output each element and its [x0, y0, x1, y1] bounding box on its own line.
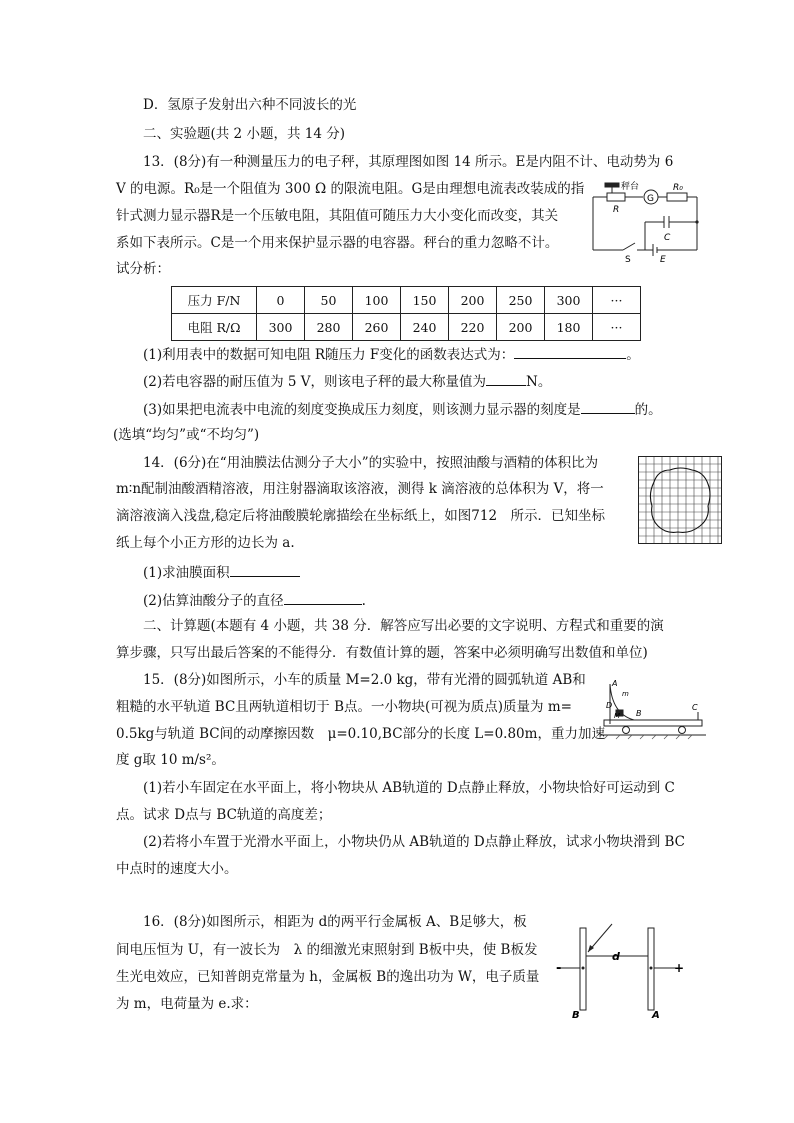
distance-d-label: d	[612, 950, 620, 963]
mass-big-m-label: M	[614, 712, 621, 720]
q14-line-2: m∶n配制油酸酒精溶液，用注射器滴取该溶液，测得 k 滴溶液的总体积为 V，将一	[116, 481, 604, 497]
circuit-figure	[585, 178, 715, 264]
table-cell: 150	[401, 287, 449, 314]
q13-line-1: 13．(8分)有一种测量压力的电子秤，其原理图如图 14 所示。E是内阻不计、电动势为 6	[143, 154, 674, 170]
platform-label: 秤台	[621, 182, 640, 192]
q14-sub-2-text: (2)估算油酸分子的直径	[143, 593, 284, 609]
q13-sub-1-end: 。	[626, 347, 640, 363]
q15-sub-2-line-2: 中点时的速度大小。	[116, 861, 238, 877]
q13-line-4: 系如下表所示。C是一个用来保护显示器的电容器。秤台的重力忽略不计。	[116, 235, 559, 251]
q16-line-3: 生光电效应，已知普朗克常量为 h，金属板 B的逸出功为 W，电子质量	[116, 969, 540, 985]
q14-sub-1-text: (1)求油膜面积	[143, 565, 230, 581]
r0-label: R₀	[673, 183, 683, 193]
parallel-plates-figure	[552, 918, 692, 1022]
point-a-label: A	[612, 679, 618, 688]
table-cell: 260	[353, 314, 401, 341]
q15-line-4: 度 g取 10 m/s²。	[116, 752, 225, 768]
q15-line-3: 0.5kg与轨道 BC间的动摩擦因数 μ=0.10,BC部分的长度 L=0.80m，重力加速	[116, 726, 605, 742]
table-cell: 300	[545, 287, 593, 314]
c-label: C	[664, 233, 671, 243]
q13-line-2: V 的电源。R₀是一个阻值为 300 Ω 的限流电阻。G是由理想电流表改装成的指	[116, 181, 585, 197]
table-cell: 300	[257, 314, 305, 341]
answer-blank[interactable]	[486, 371, 526, 386]
answer-blank[interactable]	[514, 344, 626, 359]
q13-sub-3-end: 的。	[634, 402, 662, 418]
section-calculation-heading-2: 算步骤，只写出最后答案的不能得分．有数值计算的题，答案中必须明确写出数值和单位)	[116, 645, 648, 661]
q13-sub-3-text: (3)如果把电流表中电流的刻度变换成压力刻度，则该测力显示器的刻度是	[143, 402, 581, 418]
q16-line-1: 16．(8分)如图所示，相距为 d的两平行金属板 A、B足够大，板	[143, 914, 527, 930]
q14-sub-1	[143, 562, 300, 582]
table-cell: 0	[257, 287, 305, 314]
q15-line-2: 粗糙的水平轨道 BC且两轨道相切于 B点。一小物块(可视为质点)质量为 m=	[116, 699, 572, 715]
table-cell: 240	[401, 314, 449, 341]
pressure-resistance-table	[171, 286, 641, 341]
table-cell: 180	[545, 314, 593, 341]
answer-blank[interactable]	[581, 399, 635, 414]
table-header-resistance: 电阻 R/Ω	[172, 314, 257, 341]
answer-blank[interactable]	[230, 562, 300, 577]
q14-line-3: 滴溶液滴入浅盘,稳定后将油酸膜轮廓描绘在坐标纸上，如图712 所示．已知坐标	[116, 508, 606, 524]
e-label: E	[660, 255, 666, 264]
q15-sub-1-line-1: (1)若小车固定在水平面上，将小物块从 AB轨道的 D点静止释放，小物块恰好可运动到 C	[143, 780, 675, 796]
answer-blank[interactable]	[284, 590, 362, 605]
q13-sub-2-end: N。	[526, 374, 552, 390]
table-cell: 280	[305, 314, 353, 341]
table-cell: ···	[593, 287, 641, 314]
section-experiment-heading: 二、实验题(共 2 小题，共 14 分)	[143, 126, 345, 142]
plate-b-label: B	[572, 1010, 580, 1021]
table-cell: 200	[497, 314, 545, 341]
table-cell: 200	[449, 287, 497, 314]
plate-a-label: A	[652, 1010, 660, 1021]
q13-sub-2-text: (2)若电容器的耐压值为 5 V，则该电子秤的最大称量值为	[143, 374, 487, 390]
point-b-label: B	[636, 709, 642, 718]
cart-track-figure	[596, 676, 708, 742]
point-c-label: C	[692, 703, 698, 712]
q13-sub-1	[143, 344, 640, 364]
s-label: S	[625, 255, 631, 264]
mass-m-label: m	[622, 690, 629, 698]
oil-film-grid-figure	[638, 456, 722, 544]
positive-terminal-label: +	[674, 961, 685, 975]
table-cell: 50	[305, 287, 353, 314]
section-calculation-heading-1: 二、计算题(本题有 4 小题，共 38 分．解答应写出必要的文字说明、方程式和重要的演	[143, 618, 664, 634]
table-row	[172, 314, 641, 341]
option-d: D．氢原子发射出六种不同波长的光	[143, 97, 357, 113]
q16-line-4: 为 m，电荷量为 e.求：	[116, 996, 258, 1012]
table-cell: 220	[449, 314, 497, 341]
table-cell: 250	[497, 287, 545, 314]
q13-sub-3-note: (选填“均匀”或“不均匀”)	[113, 427, 260, 443]
q13-line-5: 试分析：	[116, 261, 170, 277]
table-cell: 100	[353, 287, 401, 314]
q13-line-3: 针式测力显示器R是一个压敏电阻，其阻值可随压力大小变化而改变，其关	[116, 208, 559, 224]
q13-sub-3	[143, 399, 662, 419]
q14-sub-2	[143, 590, 366, 610]
q14-sub-2-end: .	[361, 593, 366, 609]
q15-sub-2-line-1: (2)若将小车置于光滑水平面上，小物块仍从 AB轨道的 D点静止释放，试求小物块滑到 BC	[143, 834, 685, 850]
r-label: R	[613, 205, 620, 215]
q15-sub-1-line-2: 点。试求 D点与 BC轨道的高度差；	[116, 807, 332, 823]
q13-sub-1-text: (1)利用表中的数据可知电阻 R随压力 F变化的函数表达式为：	[143, 347, 515, 363]
table-cell: ···	[593, 314, 641, 341]
q14-line-1: 14．(6分)在“用油膜法估测分子大小”的实验中，按照油酸与酒精的体积比为	[143, 455, 599, 471]
g-label: G	[647, 194, 654, 204]
negative-terminal-label: -	[556, 961, 562, 976]
q15-line-1: 15．(8分)如图所示，小车的质量 M=2.0 kg，带有光滑的圆弧轨道 AB和	[143, 672, 586, 688]
point-d-label: D	[606, 701, 613, 710]
table-row	[172, 287, 641, 314]
table-header-pressure: 压力 F/N	[172, 287, 257, 314]
q16-line-2: 间电压恒为 U，有一波长为 λ 的细激光束照射到 B板中央，使 B板发	[116, 942, 538, 958]
q14-line-4: 纸上每个小正方形的边长为 a.	[116, 535, 295, 551]
q13-sub-2	[143, 371, 551, 391]
